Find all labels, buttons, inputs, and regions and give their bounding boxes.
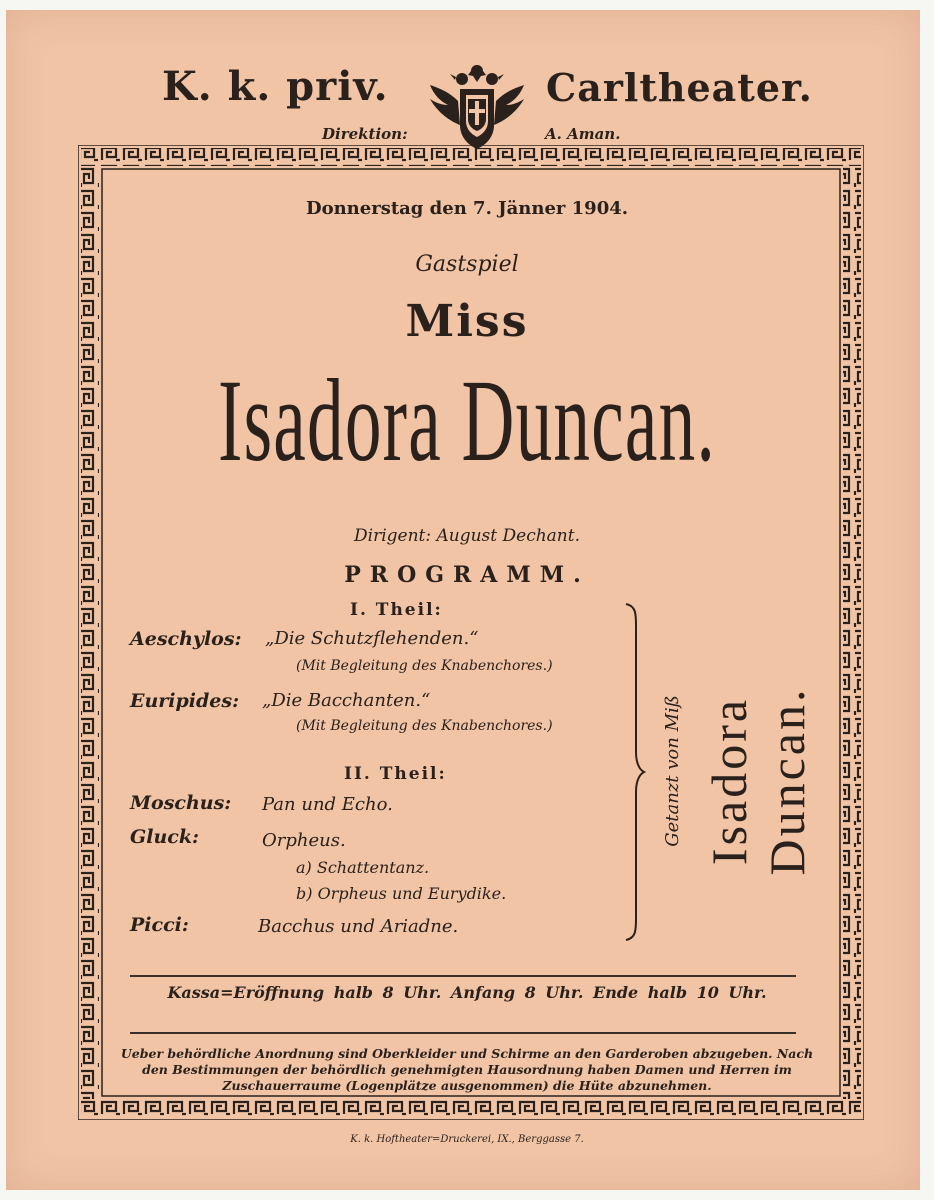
work-note: (Mit Begleitung des Knabenchores.) [296,658,553,674]
work-pan-und-echo: Pan und Echo. [262,794,393,815]
danced-by-block [650,605,815,945]
cloakroom-notice: Ueber behördliche Anordnung sind Oberkleider und Schirme an den Garderoben abzugeben. Nach den Bestimmungen der behördlich genehmigten Hausordnung haben Damen und Herren im Zuschauerraume (Logenplätze ausgenommen) die Hüte abzunehmen. [120,1046,814,1093]
composer-aeschylos: Aeschylos: [130,628,242,650]
printer-imprint: K. k. Hoftheater=Druckerei, IX., Berggasse 7. [350,1134,584,1145]
direction-label: Direktion: [322,125,408,143]
composer-gluck: Gluck: [130,826,200,848]
work-note: (Mit Begleitung des Knabenchores.) [296,718,553,734]
composer-picci: Picci: [130,914,189,936]
composer-moschus: Moschus: [130,792,232,814]
part-two-heading: II. Theil: [344,764,447,784]
direction-name: A. Aman. [545,125,621,143]
conductor-line: Dirigent: August Dechant. [354,526,580,546]
right-brace [622,602,646,942]
divider-bottom [130,1032,796,1034]
event-type: Gastspiel [415,252,519,277]
work-bacchanten: „Die Bacchanten.“ [262,690,431,711]
part-one-heading: I. Theil: [350,600,443,620]
composer-euripides: Euripides: [130,690,240,712]
theater-prefix: K. k. priv. [162,63,389,110]
performance-date: Donnerstag den 7. Jänner 1904. [305,198,629,219]
divider-top [130,975,796,977]
opening-times: Kassa=Eröffnung halb 8 Uhr. Anfang 8 Uhr. Ende halb 10 Uhr. [167,983,767,1002]
programme-heading: PROGRAMM. [344,562,590,588]
work-orpheus: Orpheus. [262,830,346,851]
danced-by-label: Getanzt von Miß [662,695,683,847]
work-bacchus-und-ariadne: Bacchus und Ariadne. [258,916,459,937]
work-sub-item: b) Orpheus und Eurydike. [296,884,507,903]
title-prefix: Miss [405,296,529,347]
work-schutzflehenden: „Die Schutzflehenden.“ [265,628,479,649]
work-sub-item: a) Schattentanz. [296,858,430,877]
theater-name: Carltheater. [546,65,813,110]
performer-name: Isadora Duncan. [217,355,716,486]
danced-by-name: Isadora Duncan. [701,686,815,876]
